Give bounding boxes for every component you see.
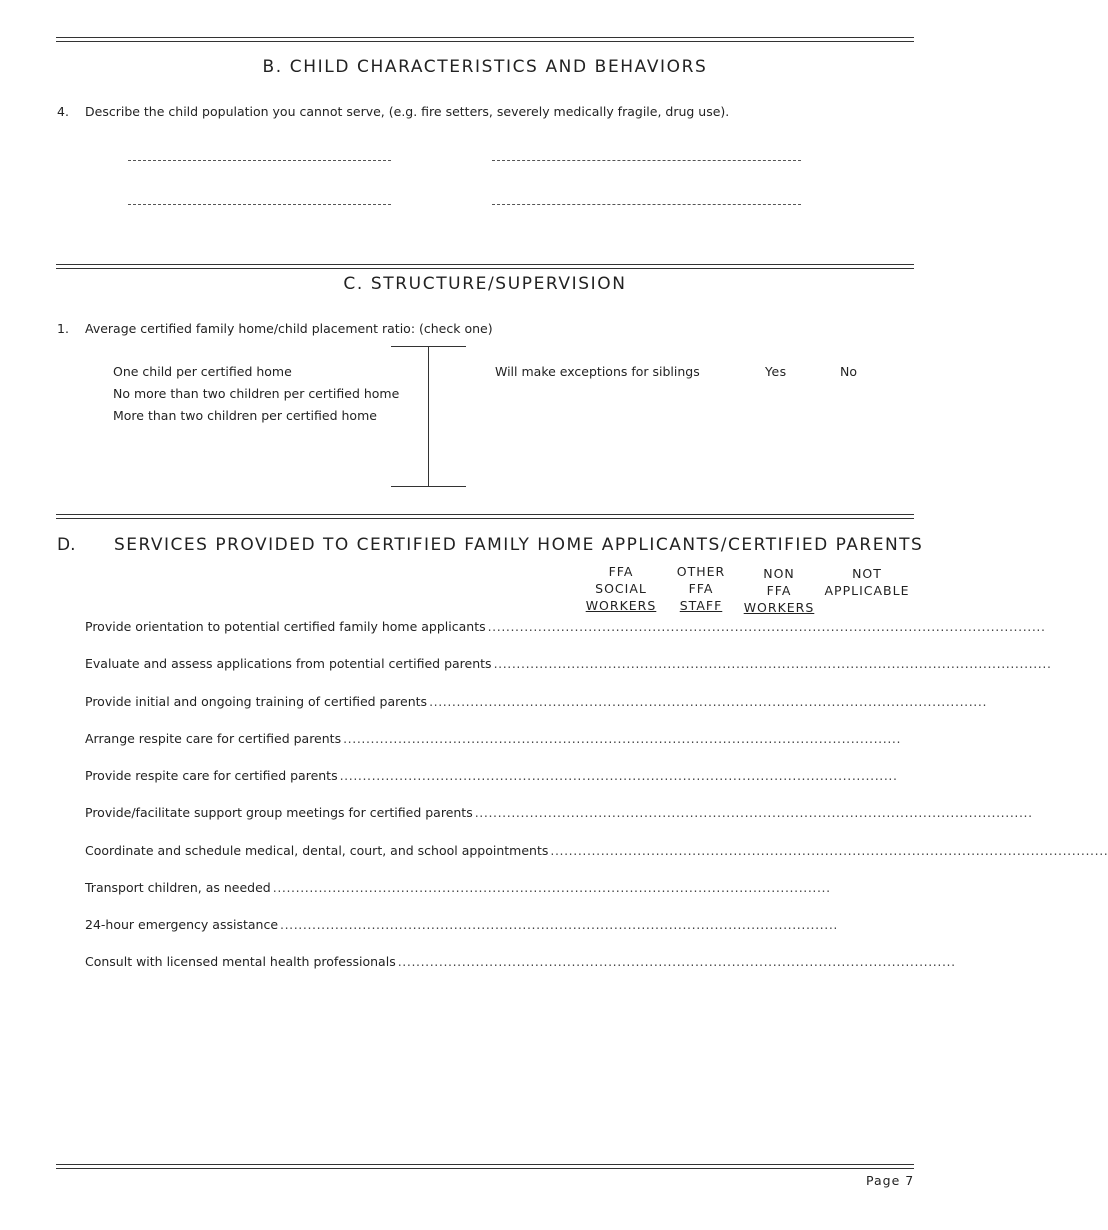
bracket-stem xyxy=(428,346,429,486)
section-d-divider xyxy=(56,514,914,519)
footer-divider xyxy=(56,1164,914,1169)
no-option[interactable]: No xyxy=(840,364,857,379)
service-row: Provide respite care for certified parents .......................................................................................................................... xyxy=(85,768,898,783)
column-header-non-ffa-workers: NON FFA WORKERS xyxy=(743,566,815,615)
answer-blank-3[interactable] xyxy=(128,204,391,205)
column-header-not-applicable: NOT APPLICABLE xyxy=(824,566,910,598)
service-row: Consult with licensed mental health professionals .......................................................................................................................... xyxy=(85,954,956,969)
bracket-bottom xyxy=(391,486,466,487)
service-row: 24-hour emergency assistance .......................................................................................................................... xyxy=(85,917,838,932)
service-row: Evaluate and assess applications from potential certified parents .......................................................................................................................... xyxy=(85,656,1052,671)
question-text: Average certified family home/child placement ratio: (check one) xyxy=(85,321,493,336)
yes-option[interactable]: Yes xyxy=(765,364,787,379)
question-text: Describe the child population you cannot serve, (e.g. fire setters, severely medically fragile, drug use). xyxy=(85,104,730,119)
service-row: Provide initial and ongoing training of certified parents .......................................................................................................................... xyxy=(85,694,988,709)
page-number: Page 7 xyxy=(866,1173,915,1188)
column-header-ffa-social-workers: FFA SOCIAL WORKERS xyxy=(585,564,657,613)
service-row: Provide/facilitate support group meetings for certified parents .......................................................................................................................... xyxy=(85,805,1033,820)
service-row: Transport children, as needed .......................................................................................................................... xyxy=(85,880,831,895)
answer-blank-4[interactable] xyxy=(492,204,801,205)
option-one-child[interactable]: One child per certified home xyxy=(113,364,292,379)
section-c-title: C. STRUCTURE/SUPERVISION xyxy=(343,274,627,294)
service-row: Coordinate and schedule medical, dental, court, and school appointments .......................................................................................................................... xyxy=(85,843,1108,858)
column-header-other-ffa-staff: OTHER FFA STAFF xyxy=(676,564,726,613)
option-two-children[interactable]: No more than two children per certified home xyxy=(113,386,400,401)
question-number: 4. xyxy=(57,104,69,119)
answer-blank-2[interactable] xyxy=(492,160,801,161)
section-b-title: B. CHILD CHARACTERISTICS AND BEHAVIORS xyxy=(262,57,708,77)
top-divider xyxy=(56,37,914,42)
service-row: Arrange respite care for certified parents .......................................................................................................................... xyxy=(85,731,902,746)
service-row: Provide orientation to potential certified family home applicants .......................................................................................................................... xyxy=(85,619,1046,634)
question-number: 1. xyxy=(57,321,69,336)
option-more-than-two[interactable]: More than two children per certified home xyxy=(113,408,377,423)
siblings-label: Will make exceptions for siblings xyxy=(495,364,700,379)
section-d-title: SERVICES PROVIDED TO CERTIFIED FAMILY HOME APPLICANTS/CERTIFIED PARENTS xyxy=(114,535,924,555)
section-d-letter: D. xyxy=(57,535,76,555)
section-c-divider xyxy=(56,264,914,269)
answer-blank-1[interactable] xyxy=(128,160,391,161)
